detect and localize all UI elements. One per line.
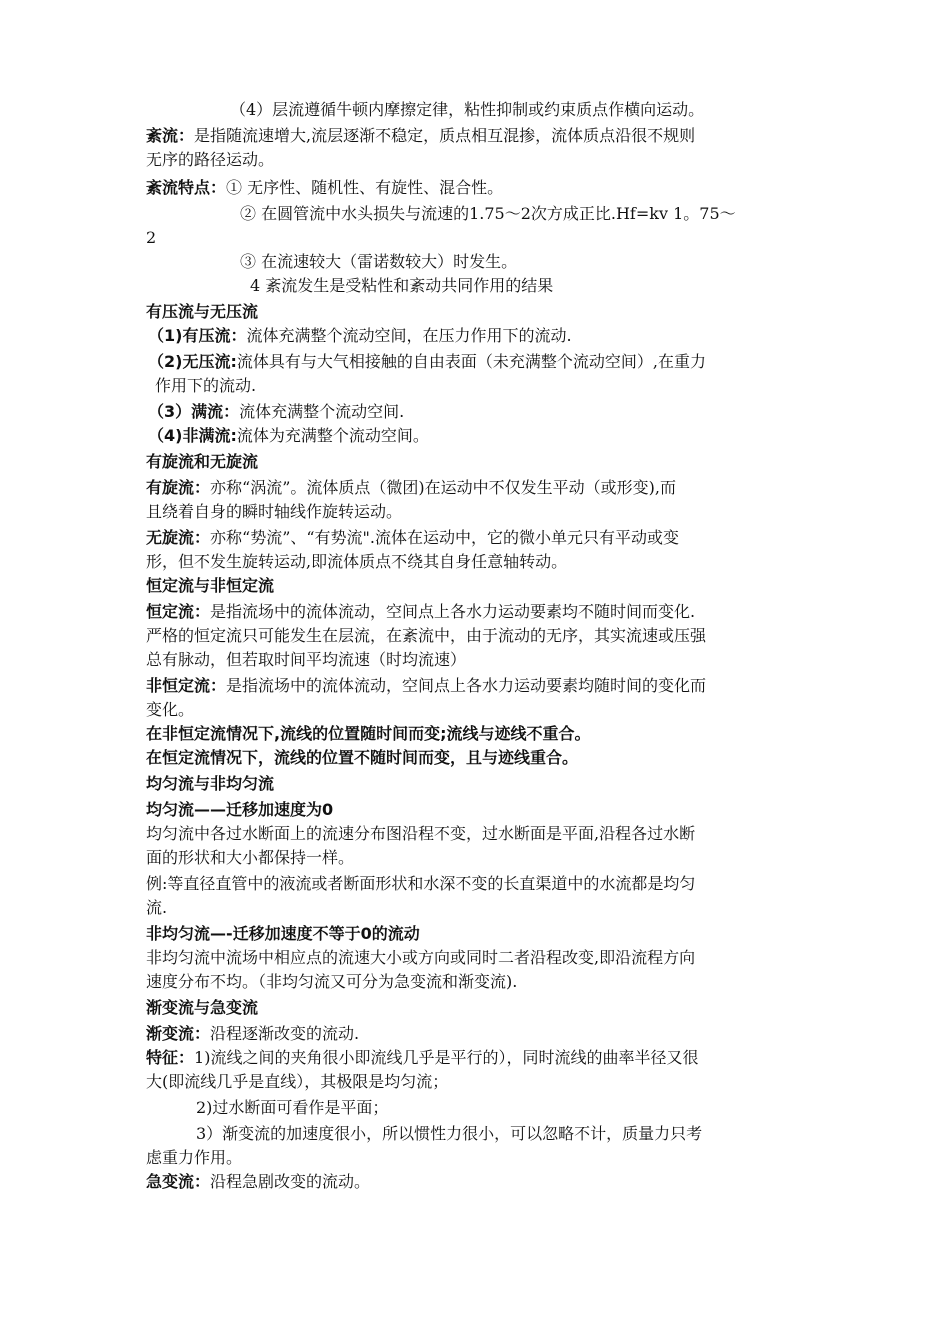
rotational-flow-definition-cont: 且绕着自身的瞬时轴线作旋转运动。 [146,502,403,521]
gradual-flow-feature-2: 2)过水断面可看作是平面； [196,1098,389,1117]
steady-flow-definition-cont-1: 严格的恒定流只可能发生在层流，在紊流中，由于流动的无序，其实流速或压强 [146,626,707,645]
steady-flow-definition: 恒定流：是指流场中的流体流动，空间点上各水力运动要素均不随时间而变化. [146,602,696,621]
irrotational-flow-definition: 无旋流：亦称“势流”、“有势流".流体在运动中，它的微小单元只有平动或变 [146,528,680,547]
unsteady-flow-definition-cont: 变化。 [146,700,195,719]
gradual-flow-feature-3: 3）渐变流的加速度很小，所以惯性力很小，可以忽略不计，质量力只考 [196,1124,703,1143]
turbulent-features: 紊流特点：① 无序性、随机性、有旋性、混合性。 [146,178,504,197]
rotational-flow-definition: 有旋流：亦称“涡流”。流体质点（微团)在运动中不仅发生平动（或形变),而 [146,478,676,497]
gradual-flow-definition: 渐变流：沿程逐渐改变的流动. [146,1024,360,1043]
heading-uniform-flow: 均匀流与非均匀流 [146,774,275,793]
pressure-flow-item-3: （3）满流：流体充满整个流动空间. [148,402,405,421]
unsteady-flow-definition: 非恒定流：是指流场中的流体流动，空间点上各水力运动要素均随时间的变化而 [146,676,707,695]
uniform-flow-example: 例:等直径直管中的液流或者断面形状和水深不变的长直渠道中的水流都是均匀 [146,874,696,893]
pressure-flow-item-2-cont: 作用下的流动. [155,376,257,395]
gradual-flow-feature-1-cont: 大(即流线几乎是直线），其极限是均匀流； [146,1072,449,1091]
heading-steady-flow: 恒定流与非恒定流 [146,576,275,595]
rapid-flow-definition: 急变流：沿程急剧改变的流动。 [146,1172,371,1191]
nonuniform-flow-subheading: 非均匀流—-迁移加速度不等于0的流动 [146,924,420,943]
turbulent-definition: 紊流：是指随流速增大,流层逐渐不稳定，质点相互混掺，流体质点沿很不规则 [146,126,696,145]
uniform-flow-text-2: 面的形状和大小都保持一样。 [146,848,355,867]
uniform-flow-example-cont: 流. [146,898,168,917]
laminar-line-4: （4）层流遵循牛顿内摩擦定律，粘性抑制或约束质点作横向运动。 [230,100,705,119]
turbulent-definition-cont: 无序的路径运动。 [146,150,275,169]
irrotational-flow-definition-cont: 形，但不发生旋转运动,即流体质点不绕其自身任意轴转动。 [146,552,568,571]
heading-gradual-flow: 渐变流与急变流 [146,998,259,1017]
gradual-flow-feature-1: 特征：1)流线之间的夹角很小即流线几乎是平行的），同时流线的曲率半径又很 [146,1048,699,1067]
heading-rotational-flow: 有旋流和无旋流 [146,452,259,471]
turbulent-feature-2-cont: 2 [146,228,157,247]
uniform-flow-text-1: 均匀流中各过水断面上的流速分布图沿程不变，过水断面是平面,沿程各过水断 [146,824,696,843]
nonuniform-flow-text-1: 非均匀流中流场中相应点的流速大小或方向或同时二者沿程改变,即沿流程方向 [146,948,696,967]
turbulent-feature-2: ② 在圆管流中水头损失与流速的1.75～2次方成正比.Hf=kv 1。75～ [240,204,736,223]
pressure-flow-item-2: （2)无压流:流体具有与大气相接触的自由表面（未充满整个流动空间）,在重力 [148,352,706,371]
pressure-flow-item-1: （1)有压流：流体充满整个流动空间，在压力作用下的流动. [148,326,572,345]
gradual-flow-feature-3-cont: 虑重力作用。 [146,1148,243,1167]
steady-streamline-note: 在恒定流情况下，流线的位置不随时间而变，且与迹线重合。 [146,748,579,767]
pressure-flow-item-4: （4)非满流:流体为充满整个流动空间。 [148,426,429,445]
steady-flow-definition-cont-2: 总有脉动，但若取时间平均流速（时均流速） [146,650,467,669]
turbulent-feature-4: 4 紊流发生是受粘性和紊动共同作用的结果 [250,276,554,295]
nonuniform-flow-text-2: 速度分布不均。（非均匀流又可分为急变流和渐变流). [146,972,518,991]
turbulent-feature-3: ③ 在流速较大（雷诺数较大）时发生。 [240,252,518,271]
heading-pressure-flow: 有压流与无压流 [146,302,259,321]
unsteady-streamline-note: 在非恒定流情况下,流线的位置随时间而变;流线与迹线不重合。 [146,724,591,743]
uniform-flow-subheading: 均匀流——迁移加速度为0 [146,800,334,819]
